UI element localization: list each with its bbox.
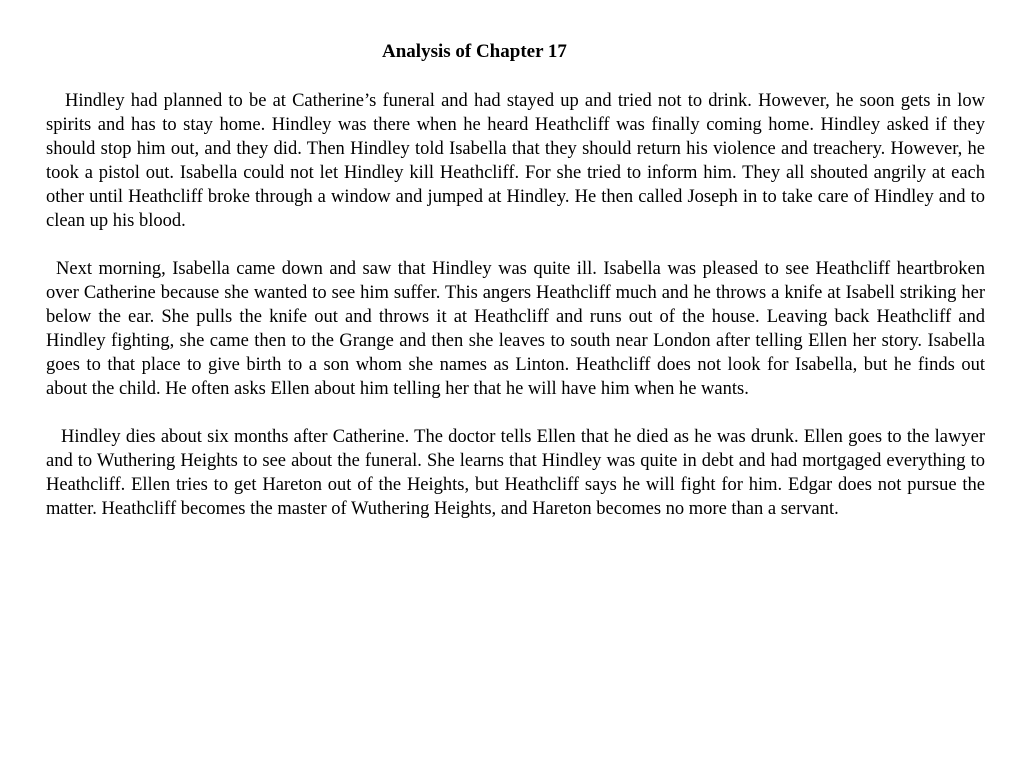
document-body [46, 89, 985, 545]
paragraph-1: Hindley had planned to be at Catherine’s funeral and had stayed up and tried not to drink. However, he soon gets in low spirits and has to stay home. Hindley was there when he heard Heathcliff was finally coming home. Hindley asked if they should stop him out, and they did. Then Hindley told Isabella that they should return his violence and treachery. However, he took a pistol out. Isabella could not let Hindley kill Heathcliff. For she tried to inform him. They all shouted angrily at each other until Heathcliff broke through a window and jumped at Hindley. He then called Joseph in to take care of Hindley and to clean up his blood. [46, 91, 985, 231]
paragraph-3: Hindley dies about six months after Catherine. The doctor tells Ellen that he died as he was drunk. Ellen goes to the lawyer and to Wuthering Heights to see about the funeral. She learns that Hindley was quite in debt and had mortgaged everything to Heathcliff. Ellen tries to get Hareton out of the Heights, but Heathcliff says he will fight for him. Edgar does not pursue the matter. Heathcliff becomes the master of Wuthering Heights, and Hareton becomes no more than a servant. [46, 427, 985, 519]
paragraph-2: Next morning, Isabella came down and saw that Hindley was quite ill. Isabella was pleased to see Heathcliff heartbroken over Catherine because she wanted to see him suffer. This angers Heathcliff much and he throws a knife at Isabell striking her below the ear. She pulls the knife out and throws it at Heathcliff and runs out of the house. Leaving back Heathcliff and Hindley fighting, she came then to the Grange and then she leaves to south near London after telling Ellen her story. Isabella goes to that place to give birth to a son whom she names as Linton. Heathcliff does not look for Isabella, but he finds out about the child. He often asks Ellen about him telling her that he will have him when he wants. [46, 259, 985, 399]
page-title: Analysis of Chapter 17 [382, 41, 567, 62]
